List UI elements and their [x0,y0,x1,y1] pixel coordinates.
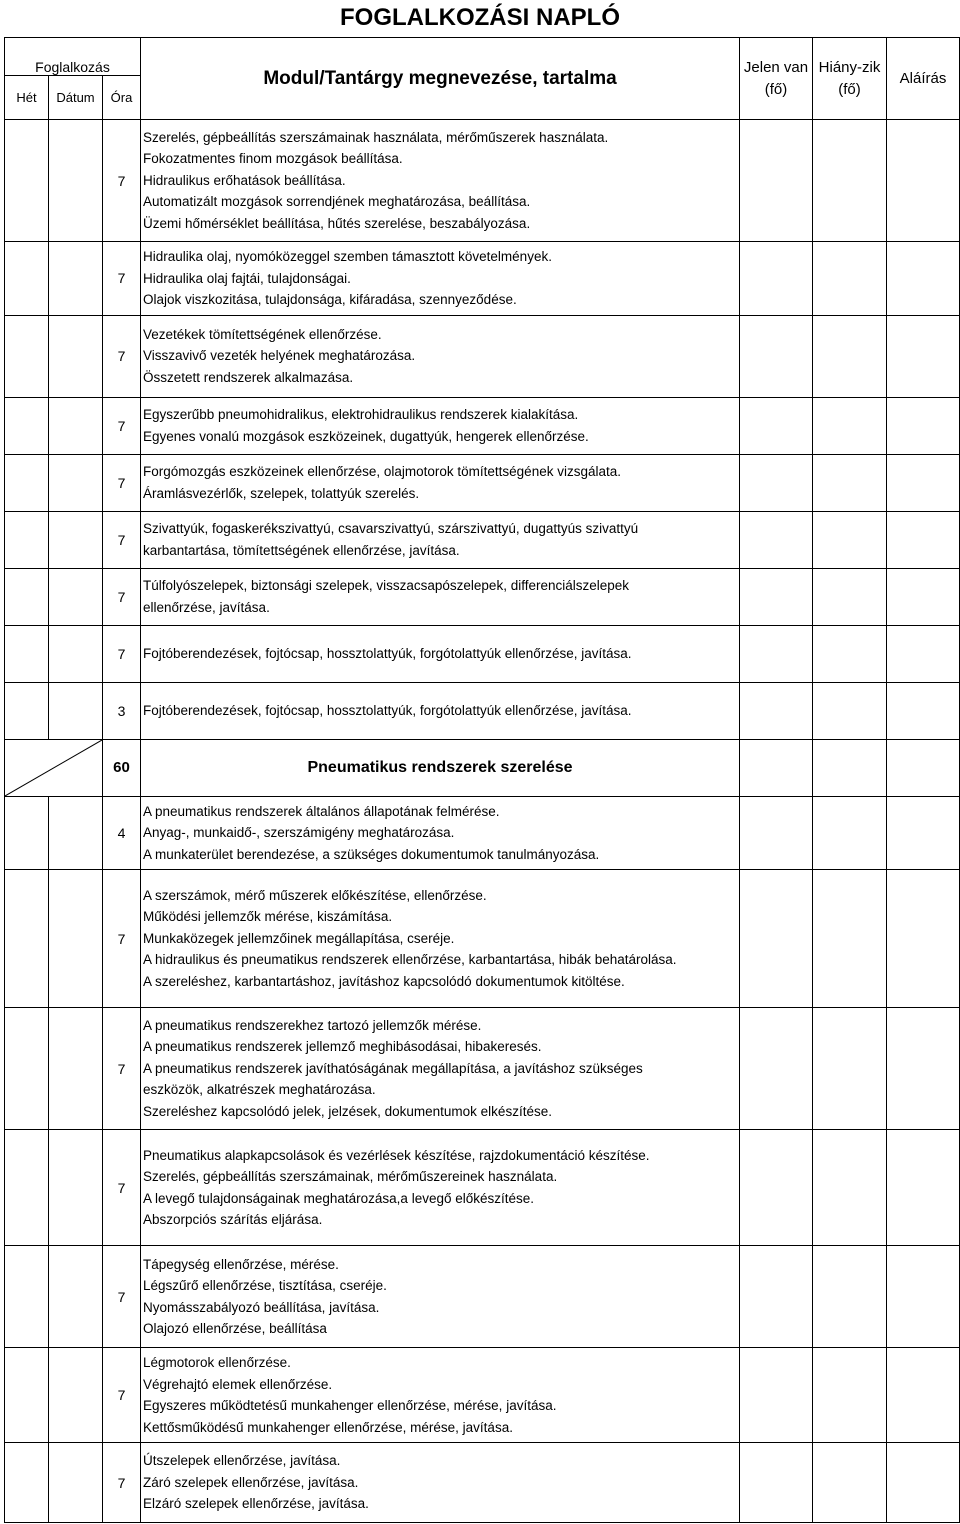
content-line: Vezetékek tömítettségének ellenőrzése. [143,326,382,342]
content-line: Működési jellemzők mérése, kiszámítása. [143,909,393,925]
hours-cell: 7 [103,242,141,316]
header-jelen-line1: Jelen van [743,58,809,76]
content-cell [141,120,740,242]
hours-cell: 3 [103,682,141,739]
jelen-cell[interactable] [740,796,813,870]
content-line: A szereléshez, karbantartáshoz, javításhoz kapcsolódó dokumentumok kitöltése. [143,973,625,989]
jelen-cell[interactable] [740,1443,813,1523]
hours-cell: 7 [103,1130,141,1246]
table-row [5,1348,960,1443]
hiany-cell[interactable] [813,120,887,242]
hiany-cell[interactable] [813,1008,887,1130]
hours-cell: 7 [103,397,141,454]
content-cell [141,1348,740,1443]
content-line: Hidraulikus erőhatások beállítása. [143,172,346,188]
het-cell[interactable] [5,1443,49,1523]
section-diagonal-cell [5,739,103,796]
content-line: Olajozó ellenőrzése, beállítása [143,1321,327,1336]
datum-cell[interactable] [49,242,103,316]
het-cell[interactable] [5,315,49,397]
table-row [5,120,960,242]
het-cell[interactable] [5,397,49,454]
content-cell [141,1130,740,1246]
table-row [5,870,960,1008]
content-line: A pneumatikus rendszerek általános állapotának felmérése. [143,803,500,819]
content-line: Olajok viszkozitása, tulajdonsága, kifáradása, szennyeződése. [143,292,517,307]
hiany-cell[interactable] [813,796,887,870]
content-cell [141,1246,740,1348]
content-cell [141,625,740,682]
alairas-cell[interactable] [887,315,960,397]
content-line: Fokozatmentes finom mozgások beállítása. [143,151,403,167]
hiany-cell[interactable] [813,242,887,316]
table-row [5,511,960,568]
hours-cell: 7 [103,1348,141,1443]
het-cell[interactable] [5,682,49,739]
datum-cell[interactable] [49,568,103,625]
datum-cell[interactable] [49,120,103,242]
table-row [5,1130,960,1246]
header-hiany-line1: Hiány-zik [818,58,881,76]
alairas-cell[interactable] [887,1348,960,1443]
header-module: Modul/Tantárgy megnevezése, tartalma [141,38,740,120]
hiany-cell[interactable] [813,511,887,568]
hours-cell: 7 [103,1246,141,1348]
content-cell [141,682,740,739]
header-jelen-line2: (fő) [764,80,788,98]
jelen-cell[interactable] [740,315,813,397]
page-title: FOGLALKOZÁSI NAPLÓ [340,4,620,31]
content-line: Túlfolyószelepek, biztonsági szelepek, visszacsapószelepek, differenciálszelepek [143,578,630,593]
datum-cell[interactable] [49,454,103,511]
alairas-cell[interactable] [887,1008,960,1130]
content-line: A pneumatikus rendszerek jellemző meghibásodásai, hibakeresés. [143,1039,542,1055]
content-line: Végrehajtó elemek ellenőrzése. [143,1376,333,1392]
hours-cell: 7 [103,625,141,682]
content-line: Szerelés, gépbeállítás szerszámainak használata, mérőműszerek használata. [143,129,609,145]
content-line: Áramlásvezérlők, szelepek, tolattyúk szerelés. [143,485,420,501]
section-title: Pneumatikus rendszerek szerelése [141,739,740,796]
het-cell[interactable] [5,870,49,1008]
jelen-cell[interactable] [740,511,813,568]
het-cell[interactable] [5,120,49,242]
datum-cell[interactable] [49,625,103,682]
section-hiany-cell[interactable] [813,739,887,796]
hours-cell: 7 [103,315,141,397]
table-body-pneumatics [5,796,960,1523]
diagonal-line [5,740,102,796]
alairas-cell[interactable] [887,682,960,739]
het-cell[interactable] [5,568,49,625]
header-hiany [813,38,887,120]
jelen-cell[interactable] [740,1008,813,1130]
content-line: Automatizált mozgások sorrendjének meghatározása, beállítása. [143,194,531,210]
content-line: Szereléshez kapcsolódó jelek, jelzések, dokumentumok elkészítése. [143,1103,552,1119]
jelen-cell[interactable] [740,454,813,511]
alairas-cell[interactable] [887,568,960,625]
hours-cell: 7 [103,1008,141,1130]
alairas-cell[interactable] [887,511,960,568]
content-line: karbantartása, tömítettségének ellenőrzése, javítása. [143,542,460,558]
table-row [5,454,960,511]
alairas-cell[interactable] [887,120,960,242]
content-line: Szerelés, gépbeállítás szerszámainak, mérőműszereinek használata. [143,1169,558,1184]
content-line: Nyomásszabályozó beállítása, javítása. [143,1299,380,1315]
content-cell [141,1008,740,1130]
content-line: A munkaterület berendezése, a szükséges dokumentumok tanulmányozása. [143,846,600,862]
hiany-cell[interactable] [813,315,887,397]
hiany-cell[interactable] [813,870,887,1008]
alairas-cell[interactable] [887,625,960,682]
datum-cell[interactable] [49,315,103,397]
datum-cell[interactable] [49,1130,103,1246]
section-alairas-cell[interactable] [887,739,960,796]
content-line: A pneumatikus rendszerek javíthatóságának megállapítása, a javításhoz szükséges [143,1060,643,1076]
hours-cell: 7 [103,511,141,568]
section-jelen-cell[interactable] [740,739,813,796]
hiany-cell[interactable] [813,1246,887,1348]
header-jelen [740,38,813,120]
jelen-cell[interactable] [740,397,813,454]
content-cell [141,568,740,625]
content-line: ellenőrzése, javítása. [143,599,270,615]
table-row [5,682,960,739]
alairas-cell[interactable] [887,242,960,316]
hiany-cell[interactable] [813,397,887,454]
hiany-cell[interactable] [813,1130,887,1246]
table-row [5,1246,960,1348]
section-hours: 60 [103,739,141,796]
content-line: Légmotorok ellenőrzése. [143,1355,291,1370]
content-line: Pneumatikus alapkapcsolások és vezérlések készítése, rajzdokumentáció készítése. [143,1147,650,1163]
datum-cell[interactable] [49,1246,103,1348]
het-cell[interactable] [5,1008,49,1130]
jelen-cell[interactable] [740,568,813,625]
content-cell [141,796,740,870]
datum-cell[interactable] [49,870,103,1008]
header-datum: Dátum [49,76,103,120]
datum-cell[interactable] [49,1348,103,1443]
alairas-cell[interactable] [887,397,960,454]
content-line: Fojtóberendezések, fojtócsap, hossztolattyúk, forgótolattyúk ellenőrzése, javítása. [143,645,632,661]
datum-cell[interactable] [49,397,103,454]
content-cell [141,315,740,397]
table-row [5,796,960,870]
table-row [5,1008,960,1130]
content-line: Munkaközegek jellemzőinek megállapítása, cseréje. [143,930,455,946]
jelen-cell[interactable] [740,625,813,682]
jelen-cell[interactable] [740,1130,813,1246]
alairas-cell[interactable] [887,1246,960,1348]
table-row [5,397,960,454]
content-line: A pneumatikus rendszerekhez tartozó jellemzők mérése. [143,1017,482,1033]
content-line: Hidraulika olaj, nyomóközeggel szemben támasztott követelmények. [143,249,552,264]
content-line: Egyszeres működtetésű munkahenger ellenőrzése, mérése, javítása. [143,1398,557,1413]
section-row-group [5,739,960,796]
het-cell[interactable] [5,625,49,682]
alairas-cell[interactable] [887,1443,960,1523]
content-line: Egyenes vonalú mozgások eszközeinek, dugattyúk, hengerek ellenőrzése. [143,428,589,444]
content-line: Egyszerűbb pneumohidralikus, elektrohidraulikus rendszerek kialakítása. [143,407,579,422]
hours-cell: 7 [103,568,141,625]
jelen-cell[interactable] [740,682,813,739]
content-cell [141,511,740,568]
content-line: Kettősműködésű munkahenger ellenőrzése, mérése, javítása. [143,1419,513,1435]
content-line: Útszelepek ellenőrzése, javítása. [143,1453,341,1469]
het-cell[interactable] [5,454,49,511]
hiany-cell[interactable] [813,625,887,682]
hours-cell: 7 [103,870,141,1008]
datum-cell[interactable] [49,1008,103,1130]
content-line: Anyag-, munkaidő-, szerszámigény meghatározása. [143,825,455,840]
content-line: Elzáró szelepek ellenőrzése, javítása. [143,1496,369,1512]
het-cell[interactable] [5,1130,49,1246]
content-line: A hidraulikus és pneumatikus rendszerek ellenőrzése, karbantartása, hibák behatárolása. [143,952,677,968]
datum-cell[interactable] [49,682,103,739]
header-foglalkozas: Foglalkozás [5,38,141,76]
hours-cell: 7 [103,120,141,242]
header-het: Hét [5,76,49,120]
jelen-cell[interactable] [740,242,813,316]
jelen-cell[interactable] [740,870,813,1008]
het-cell[interactable] [5,796,49,870]
datum-cell[interactable] [49,796,103,870]
table-body-hydraulics [5,120,960,740]
header-hiany-line2: (fő) [838,80,861,98]
content-line: eszközök, alkatrészek meghatározása. [143,1082,376,1098]
jelen-cell[interactable] [740,1348,813,1443]
jelen-cell[interactable] [740,120,813,242]
alairas-cell[interactable] [887,870,960,1008]
content-line: Hidraulika olaj fajtái, tulajdonságai. [143,270,351,286]
hours-cell: 7 [103,1443,141,1523]
hiany-cell[interactable] [813,1348,887,1443]
hiany-cell[interactable] [813,454,887,511]
content-cell [141,1443,740,1523]
alairas-cell[interactable] [887,454,960,511]
alairas-cell[interactable] [887,796,960,870]
hours-cell: 7 [103,454,141,511]
section-row [5,739,960,796]
content-line: Üzemi hőmérséklet beállítása, hűtés szerelése, beszabályozása. [143,215,531,231]
table-row [5,315,960,397]
hours-cell: 4 [103,796,141,870]
datum-cell[interactable] [49,511,103,568]
het-cell[interactable] [5,511,49,568]
table-row [5,242,960,316]
alairas-cell[interactable] [887,1130,960,1246]
content-line: Záró szelepek ellenőrzése, javítása. [143,1474,359,1490]
datum-cell[interactable] [49,1443,103,1523]
hiany-cell[interactable] [813,568,887,625]
jelen-cell[interactable] [740,1246,813,1348]
header-alairas: Aláírás [887,38,960,120]
content-cell [141,454,740,511]
table-row [5,568,960,625]
het-cell[interactable] [5,1348,49,1443]
het-cell[interactable] [5,242,49,316]
content-line: A levegő tulajdonságainak meghatározása,a levegő előkészítése. [143,1190,535,1206]
content-cell [141,242,740,316]
content-line: Abszorpciós szárítás eljárása. [143,1212,323,1227]
log-table [4,37,960,1523]
content-line: Fojtóberendezések, fojtócsap, hossztolattyúk, forgótolattyúk ellenőrzése, javítása. [143,702,632,718]
content-line: Tápegység ellenőrzése, mérése. [143,1256,339,1272]
hiany-cell[interactable] [813,682,887,739]
content-line: Visszavivő vezeték helyének meghatározása. [143,348,416,364]
content-line: Szivattyúk, fogaskerékszivattyú, csavarszivattyú, szárszivattyú, dugattyús szivattyú [143,521,639,536]
content-line: Forgómozgás eszközeinek ellenőrzése, olajmotorok tömítettségének vizsgálata. [143,464,621,479]
content-line: Légszűrő ellenőrzése, tisztítása, cseréje. [143,1278,387,1293]
content-cell [141,397,740,454]
header-ora: Óra [103,76,141,120]
content-line: Összetett rendszerek alkalmazása. [143,369,354,385]
het-cell[interactable] [5,1246,49,1348]
content-cell [141,870,740,1008]
table-row [5,625,960,682]
content-line: A szerszámok, mérő műszerek előkészítése, ellenőrzése. [143,887,487,903]
table-row [5,1443,960,1523]
hiany-cell[interactable] [813,1443,887,1523]
